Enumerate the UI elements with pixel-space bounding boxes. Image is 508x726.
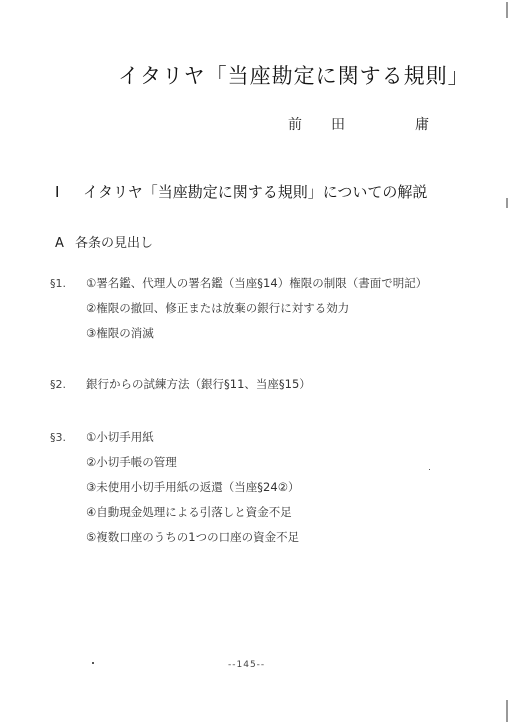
list-item: ①署名鑑、代理人の署名鑑（当座§14）権限の制限（書面で明記） (86, 276, 428, 290)
section-number: I (55, 183, 60, 201)
document-title: イタリヤ「当座勘定に関する規則」 (118, 64, 470, 88)
scan-speck (92, 662, 94, 664)
author-name-part2: 田 (331, 117, 345, 133)
list-item: ②小切手帳の管理 (86, 455, 177, 469)
list-item: ③権限の消滅 (86, 326, 154, 340)
item-label-s2: §2. (50, 378, 66, 391)
item-label-s3: §3. (50, 431, 66, 444)
author-name-part1: 前 (288, 117, 302, 133)
subheading-letter: A (55, 236, 64, 251)
section-heading-text: イタリヤ「当座勘定に関する規則」についての解説 (83, 183, 428, 201)
author-name-part3: 庸 (415, 117, 429, 133)
list-item: ⑤複数口座のうちの1つの口座の資金不足 (86, 530, 300, 544)
section-heading (55, 185, 427, 200)
list-item: 銀行からの試練方法（銀行§11、当座§15） (86, 377, 311, 391)
page-number: --145-- (228, 660, 266, 670)
list-item: ③未使用小切手用紙の返還（当座§24②） (86, 480, 300, 494)
list-item: ②権限の撤回、修正または放棄の銀行に対する効力 (86, 301, 350, 315)
list-item: ①小切手用紙 (86, 430, 154, 444)
scan-speck (429, 469, 430, 470)
subheading (55, 237, 153, 250)
list-item: ④自動現金処理による引落しと資金不足 (86, 505, 292, 519)
subheading-text: 各条の見出し (75, 236, 154, 251)
item-label-s1: §1. (50, 277, 66, 290)
